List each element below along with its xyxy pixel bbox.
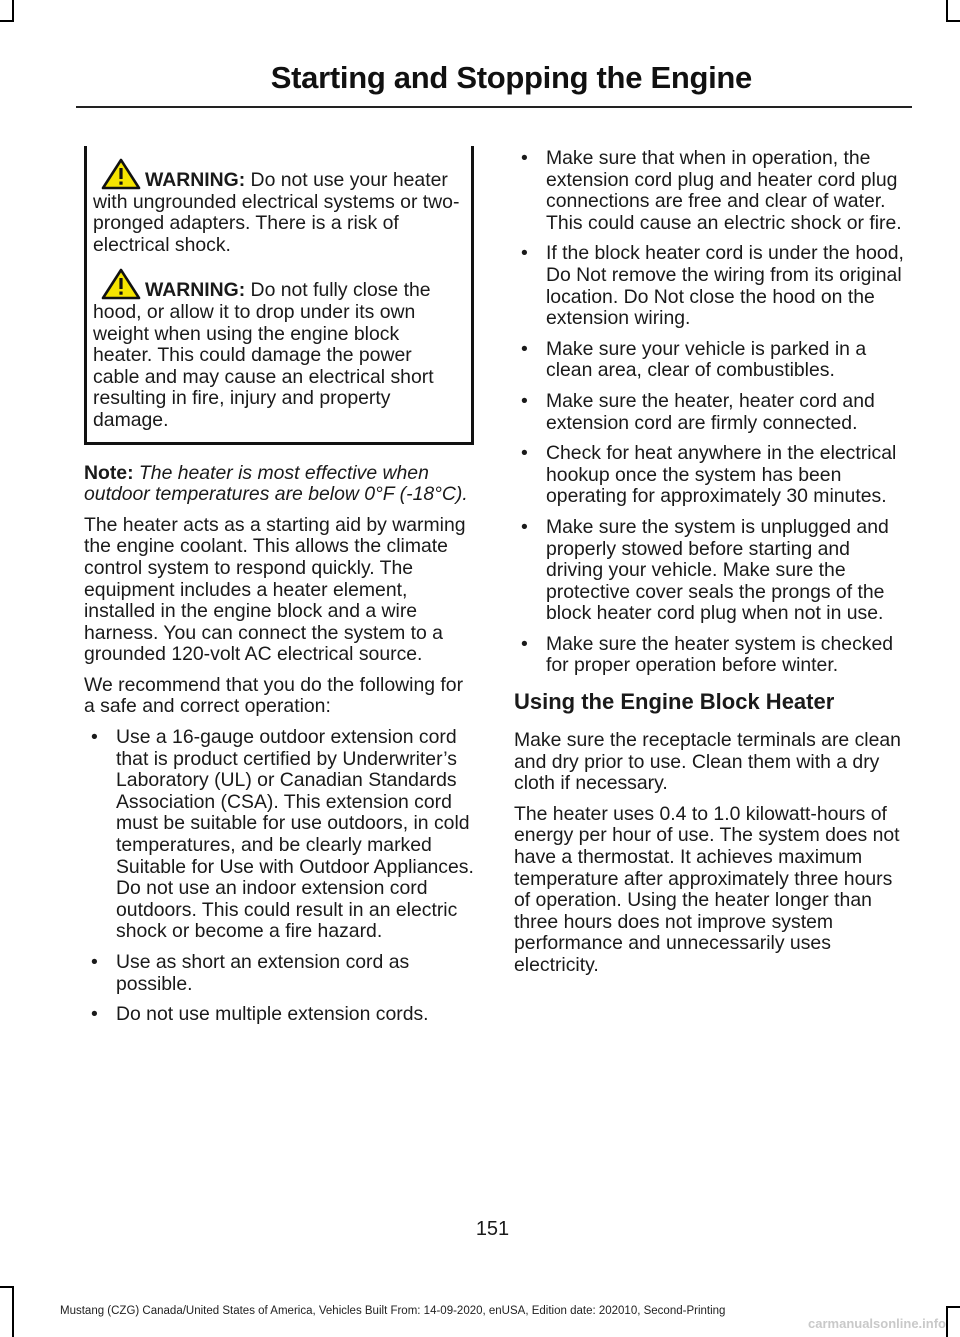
crop-mark-top-right-v — [946, 0, 948, 22]
left-bullet-list — [84, 727, 474, 1026]
list-item: • Make sure the system is unplugged and properly stowed before starting and driving your vehicle. Make sure the protective cover seals the prongs of the block heater cord plug when not in use. — [514, 517, 910, 625]
warning-triangle-icon — [101, 158, 141, 190]
warning-text: Do not fully close the hood, or allow it to drop under its own weight when using the engine block heater. This could damage the power cable and may cause an electrical short resulting in fire, injury and property damage. — [93, 279, 434, 431]
crop-mark-top-left-v — [12, 0, 14, 22]
page-title: Starting and Stopping the Engine — [270, 60, 752, 95]
warning-text: Do not use your heater with ungrounded electrical systems or two-pronged adapters. There is a risk of electrical shock. — [93, 169, 460, 256]
body-paragraph: Make sure the receptacle terminals are clean and dry prior to use. Clean them with a dry cloth if necessary. — [514, 729, 901, 795]
warning-item — [93, 268, 463, 431]
left-column — [84, 146, 474, 1035]
body-paragraph: We recommend that you do the following for a safe and correct operation: — [84, 673, 464, 718]
crop-mark-bottom-right-v — [946, 1306, 948, 1337]
list-item: • Make sure the heater, heater cord and extension cord are firmly connected. — [514, 391, 910, 434]
list-item: • If the block heater cord is under the hood, Do Not remove the wiring from its original location. Do Not close the hood on the extension wiring. — [514, 243, 910, 329]
right-bullet-list — [514, 148, 910, 677]
body-paragraph: The heater acts as a starting aid by warming the engine coolant. This allows the climate control system to respond quickly. The equipment includes a heater element, installed in the engine block and a wire harness. You can connect the system to a grounded 120-volt AC electrical source. — [84, 513, 466, 666]
page-number: 151 — [475, 1218, 510, 1240]
footer-text: Mustang (CZG) Canada/United States of America, Vehicles Built From: 14-09-2020, enUSA, Edition date: 202010, Second-Printing — [60, 1305, 726, 1317]
note-text: The heater is most effective when outdoor temperatures are below 0°F (-18°C). — [84, 461, 468, 506]
watermark: carmanualsonline.info — [808, 1316, 946, 1331]
warning-box — [84, 146, 474, 445]
right-column — [514, 148, 910, 986]
list-item: • Make sure that when in operation, the extension cord plug and heater cord plug connections are free and clear of water. This could cause an electric shock or fire. — [514, 148, 910, 234]
warning-item — [93, 158, 463, 256]
body-paragraph: The heater uses 0.4 to 1.0 kilowatt-hours of energy per hour of use. The system does not have a thermostat. It achieves maximum temperature after approximately three hours of operation. Using the heater longer than three hours does not improve system performance and unnecessarily uses electricity. — [514, 802, 900, 976]
section-heading: Using the Engine Block Heater — [514, 689, 835, 715]
list-item: • Make sure your vehicle is parked in a clean area, clear of combustibles. — [514, 339, 910, 382]
list-item: • Use a 16-gauge outdoor extension cord that is product certified by Underwriter’s Laboratory (UL) or Canadian Standards Association (CSA). This extension cord must be suitable for use outdoors, in cold temperatures, and be clearly marked Suitable for Use with Outdoor Appliances. Do not use an indoor extension cord outdoors. This could result in an electric shock or become a fire hazard. — [84, 727, 474, 943]
list-item: • Make sure the heater system is checked for proper operation before winter. — [514, 634, 910, 677]
note — [84, 463, 474, 506]
warning-label: WARNING: — [145, 279, 246, 302]
crop-mark-bottom-left-v — [12, 1286, 14, 1337]
note-label: Note: — [84, 461, 134, 484]
crop-mark-top-right-h — [946, 20, 960, 22]
list-item: • Use as short an extension cord as possible. — [84, 952, 474, 995]
crop-mark-bottom-left-h — [0, 1286, 14, 1288]
warning-label: WARNING: — [145, 169, 246, 191]
warning-triangle-icon — [101, 268, 141, 300]
list-item: • Check for heat anywhere in the electrical hookup once the system has been operating for approximately 30 minutes. — [514, 443, 910, 508]
crop-mark-bottom-right-h — [946, 1306, 960, 1308]
crop-mark-top-left-h — [0, 20, 14, 22]
header-rule — [76, 106, 912, 108]
list-item: • Do not use multiple extension cords. — [84, 1004, 474, 1026]
